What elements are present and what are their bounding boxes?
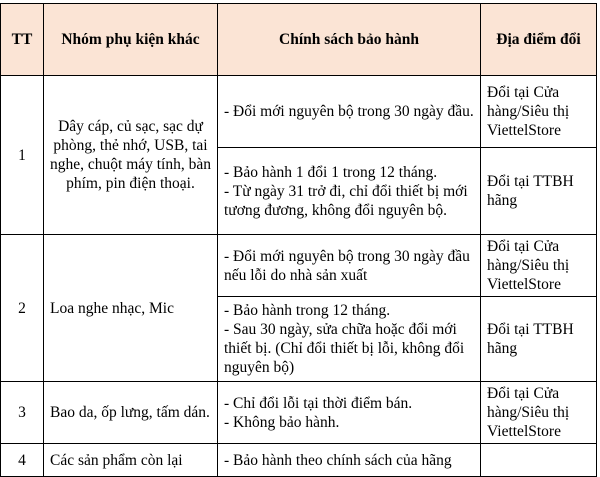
- header-tt: TT: [1, 4, 44, 76]
- warranty-policy: [218, 148, 481, 235]
- exchange-location: Đổi tại Cửa hàng/Siêu thị ViettelStore: [481, 76, 597, 148]
- warranty-policy: [218, 76, 481, 148]
- accessory-group: Loa nghe nhạc, Mic: [44, 235, 218, 382]
- policy-line: - Sau 30 ngày, sửa chữa hoặc đổi mới thiết bị. (Chỉ đổi thiết bị lỗi, không đổi nguyên bộ): [224, 321, 465, 376]
- row-number: 4: [1, 444, 44, 477]
- policy-line: - Chỉ đổi lỗi tại thời điểm bán.: [224, 394, 413, 412]
- accessory-group: Các sản phẩm còn lại: [44, 444, 218, 477]
- warranty-policy: [218, 297, 481, 382]
- policy-line: - Không bảo hành.: [224, 413, 340, 431]
- warranty-policy: [218, 382, 481, 444]
- policy-line: - Đổi mới nguyên bộ trong 30 ngày đầu.: [224, 103, 474, 120]
- policy-line: - Từ ngày 31 trở đi, chỉ đổi thiết bị mới tương đương, không đổi nguyên bộ.: [224, 182, 468, 219]
- table-row: [1, 76, 597, 148]
- warranty-table: [0, 3, 597, 477]
- header-location: Địa điểm đổi: [481, 4, 597, 76]
- row-number: 3: [1, 382, 44, 444]
- accessory-group: Bao da, ốp lưng, tấm dán.: [44, 382, 218, 444]
- warranty-policy: [218, 444, 481, 477]
- exchange-location: Đổi tại Cửa hàng/Siêu thị ViettelStore: [481, 382, 597, 444]
- row-number: 1: [1, 76, 44, 235]
- exchange-location: Đổi tại TTBH hãng: [481, 148, 597, 235]
- warranty-policy: [218, 235, 481, 297]
- exchange-location: [481, 444, 597, 477]
- policy-line: - Bảo hành trong 12 tháng.: [224, 302, 391, 319]
- row-number: 2: [1, 235, 44, 382]
- accessory-group: Dây cáp, củ sạc, sạc dự phòng, thẻ nhớ, USB, tai nghe, chuột máy tính, bàn phím, pin điện thoại.: [44, 76, 218, 235]
- table-row: [1, 235, 597, 297]
- exchange-location: Đổi tại Cửa hàng/Siêu thị ViettelStore: [481, 235, 597, 297]
- policy-line: - Bảo hành theo chính sách của hãng: [224, 451, 452, 469]
- table-row: [1, 444, 597, 477]
- table-row: [1, 382, 597, 444]
- header-row: [1, 4, 597, 76]
- exchange-location: Đổi tại TTBH hãng: [481, 297, 597, 382]
- header-policy: Chính sách bảo hành: [218, 4, 481, 76]
- header-group: Nhóm phụ kiện khác: [44, 4, 218, 76]
- policy-line: - Bảo hành 1 đổi 1 trong 12 tháng.: [224, 163, 438, 181]
- policy-line: - Đổi mới nguyên bộ trong 30 ngày đầu nếu lỗi do nhà sản xuất: [224, 247, 470, 284]
